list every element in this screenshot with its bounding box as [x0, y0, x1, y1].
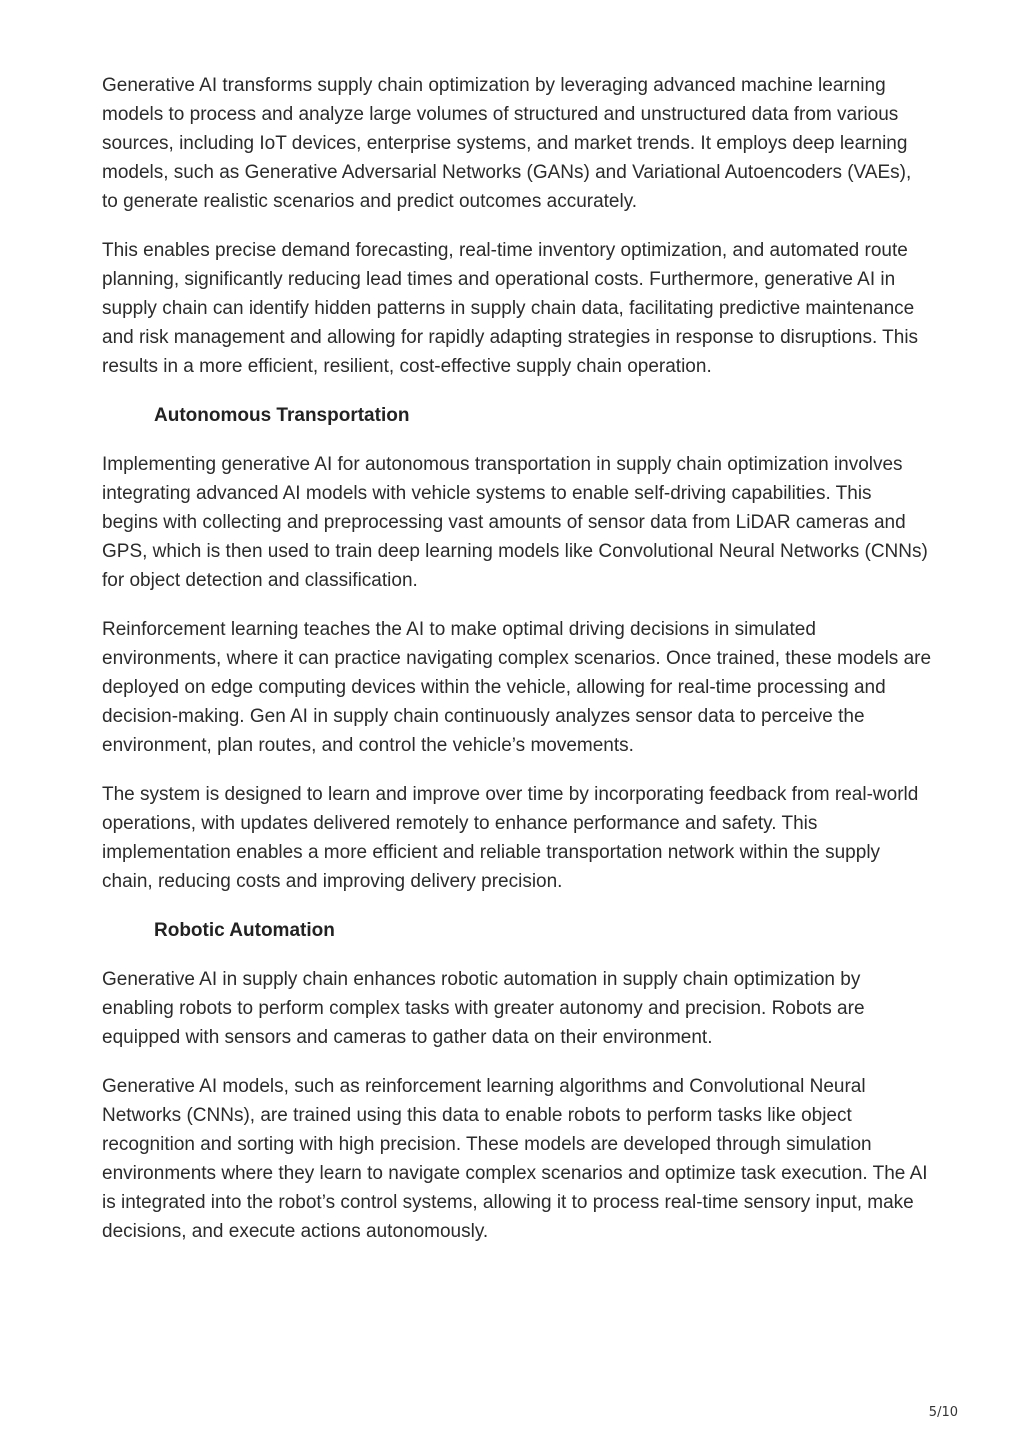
- document-body: [102, 71, 932, 1266]
- autonomous-paragraph-2: Reinforcement learning teaches the AI to make optimal driving decisions in simulated environments, where it can practice navigating complex scenarios. Once trained, these models are deployed on edge computing devices within the vehicle, allowing for real-time processing and decision-making. Gen AI in supply chain continuously analyzes sensor data to perceive the environment, plan routes, and control the vehicle’s movements.: [102, 619, 932, 756]
- robotic-paragraph-1: Generative AI in supply chain enhances robotic automation in supply chain optimization by enabling robots to perform complex tasks with greater autonomy and precision. Robots are equipped with sensors and cameras to gather data on their environment.: [102, 969, 865, 1048]
- section-heading-autonomous-transportation: Autonomous Transportation: [154, 405, 410, 426]
- intro-paragraph-1: Generative AI transforms supply chain optimization by leveraging advanced machine learning models to process and analyze large volumes of structured and unstructured data from various sources, including IoT devices, enterprise systems, and market trends. It employs deep learning models, such as Generative Adversarial Networks (GANs) and Variational Autoencoders (VAEs), to generate realistic scenarios and predict outcomes accurately.: [102, 75, 912, 212]
- autonomous-paragraph-3: The system is designed to learn and improve over time by incorporating feedback from real-world operations, with updates delivered remotely to enhance performance and safety. This implementation enables a more efficient and reliable transportation network within the supply chain, reducing costs and improving delivery precision.: [102, 784, 919, 892]
- robotic-paragraph-2: Generative AI models, such as reinforcement learning algorithms and Convolutional Neural Networks (CNNs), are trained using this data to enable robots to perform tasks like object recognition and sorting with high precision. These models are developed through simulation environments where they learn to navigate complex scenarios and optimize task execution. The AI is integrated into the robot’s control systems, allowing it to process real-time sensory input, make decisions, and execute actions autonomously.: [102, 1076, 928, 1242]
- autonomous-paragraph-1: Implementing generative AI for autonomous transportation in supply chain optimization involves integrating advanced AI models with vehicle systems to enable self-driving capabilities. This begins with collecting and preprocessing vast amounts of sensor data from LiDAR cameras and GPS, which is then used to train deep learning models like Convolutional Neural Networks (CNNs) for object detection and classification.: [102, 454, 928, 591]
- section-heading-robotic-automation: Robotic Automation: [154, 920, 335, 941]
- intro-paragraph-2: This enables precise demand forecasting, real-time inventory optimization, and automated route planning, significantly reducing lead times and operational costs. Furthermore, generative AI in supply chain can identify hidden patterns in supply chain data, facilitating predictive maintenance and risk management and allowing for rapidly adapting strategies in response to disruptions. This results in a more efficient, resilient, cost-effective supply chain operation.: [102, 240, 919, 377]
- page-number: 5/10: [928, 1405, 958, 1420]
